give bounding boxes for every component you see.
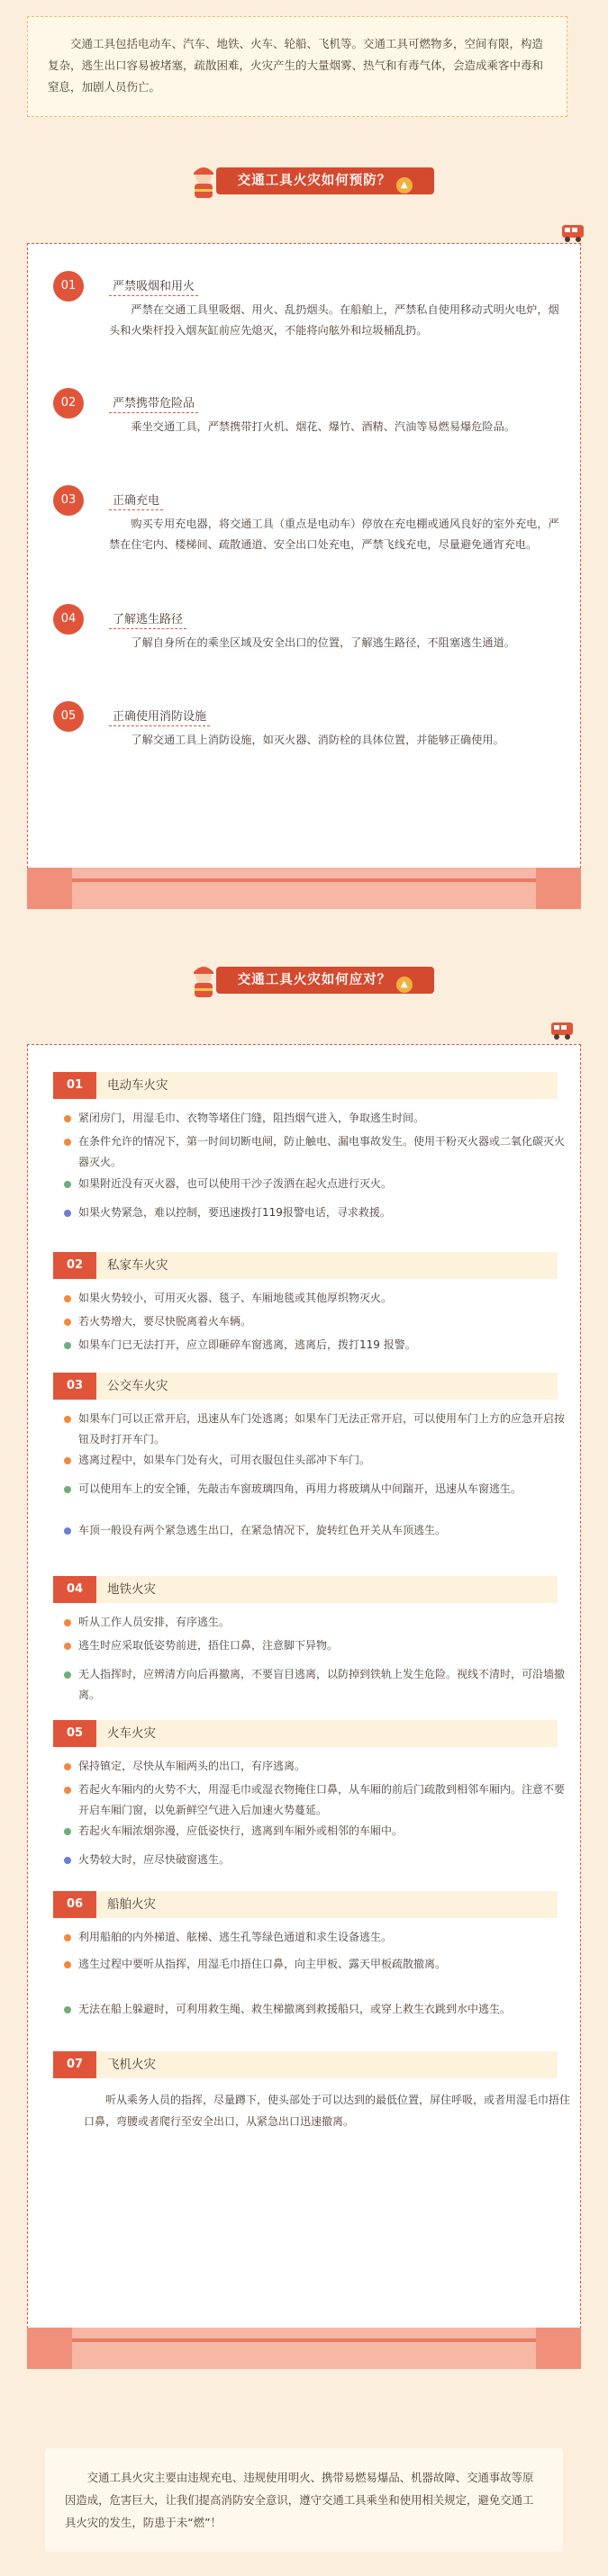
outro-box	[45, 2448, 563, 2552]
item-body: 购买专用充电器，将交通工具（重点是电动车）停放在充电棚或通风良好的室外充电，严禁在住宅内、楼梯间、疏散通道、安全出口处充电，严禁飞线充电，尽量避免通宵充电。	[109, 518, 559, 551]
bullet-text: 如果车门已无法打开，应立即砸碎车窗逃离，逃离后，拨打119 报警。	[78, 1338, 416, 1351]
bullet-text: 听从工作人员安排，有序逃生。	[78, 1616, 231, 1628]
bullet-item	[64, 1108, 568, 1129]
prevention-item	[53, 604, 558, 685]
bullet-dot-icon	[64, 1671, 71, 1679]
item-heading: 正确使用消防设施	[109, 707, 210, 726]
category-number: 06	[53, 1891, 96, 1918]
bullet-item	[64, 1850, 568, 1870]
card-footer-decoration	[27, 2328, 581, 2369]
bullet-item	[64, 1635, 568, 1656]
bullet-text: 逃离过程中，如果车门处有火，可用衣服包住头部冲下车门。	[78, 1454, 371, 1466]
item-body: 了解自身所在的乘坐区域及安全出口的位置，了解逃生路径，不阻塞逃生通道。	[131, 636, 515, 649]
bullet-item	[64, 1927, 568, 1948]
item-number: 05	[53, 701, 84, 732]
bullet-dot-icon	[64, 1787, 71, 1794]
item-heading: 了解逃生路径	[109, 609, 186, 629]
bullet-item	[64, 1174, 568, 1194]
section2-header	[0, 961, 608, 997]
bullet-item	[64, 1779, 568, 1821]
response-card	[27, 1044, 581, 2351]
bullet-dot-icon	[64, 1934, 71, 1941]
category-header	[53, 1576, 558, 1603]
card-footer-decoration	[27, 868, 581, 909]
bullet-dot-icon	[64, 1416, 71, 1423]
bullet-item	[64, 1479, 568, 1500]
bullet-text: 如果车门可以正常开启，迅速从车门处逃离；如果车门无法正常开启，可以使用车门上方的应急开启按钮及时打开车门。	[78, 1412, 566, 1446]
category-label: 公交车火灾	[107, 1379, 168, 1393]
bullet-item	[64, 1202, 568, 1223]
bullet-text: 无法在船上躲避时，可利用救生绳、救生梯撤离到救援船只，或穿上救生衣跳到水中逃生。	[78, 2003, 512, 2015]
bullet-dot-icon	[64, 1210, 71, 1217]
bullet-dot-icon	[64, 1527, 71, 1535]
bullet-text: 如果附近没有灭火器，也可以使用干沙子泼洒在起火点进行灭火。	[78, 1177, 393, 1190]
category-number: 05	[53, 1720, 96, 1747]
item-body: 严禁在交通工具里吸烟、用火、乱扔烟头。在船舶上，严禁私自使用移动式明火电炉，烟头和火柴杆投入烟灰缸前应先熄灭，不能将向舷外和垃圾桶乱扔。	[109, 303, 559, 337]
bullet-text: 如果火势较小，可用灭火器、毯子、车厢地毯或其他厚织物灭火。	[78, 1292, 393, 1304]
bullet-item	[64, 1288, 568, 1309]
bullet-dot-icon	[64, 1763, 71, 1770]
bullet-item	[64, 1999, 568, 2020]
section2-title: 交通工具火灾如何应对？ ▲	[216, 967, 434, 994]
bullet-text: 无人指挥时，应辨清方向后再撤离，不要盲目逃离，以防掉到铁轨上发生危险。视线不清时，可沿墙撤离。	[78, 1668, 566, 1701]
item-body: 了解交通工具上消防设施，如灭火器、消防栓的具体位置，并能够正确使用。	[131, 734, 504, 746]
category-number: 04	[53, 1576, 96, 1603]
bullet-item	[64, 1131, 568, 1173]
bullet-item	[64, 1821, 568, 1842]
category-label: 电动车火灾	[107, 1078, 168, 1093]
bullet-text: 车顶一般设有两个紧急逃生出口，在紧急情况下，旋转红色开关从车顶逃生。	[78, 1524, 447, 1536]
bullet-text: 逃生时应采取低姿势前进，捂住口鼻，注意脚下异物。	[78, 1639, 339, 1652]
bullet-text: 在条件允许的情况下，第一时间切断电闸，防止触电、漏电事故发生。使用干粉灭火器或二氧化碳灭火器灭火。	[78, 1135, 566, 1168]
bullet-item	[64, 1311, 568, 1332]
firefighter-mascot-icon	[187, 961, 220, 999]
bullet-text: 紧闭房门，用湿毛巾、衣物等堵住门缝，阻挡烟气进入，争取逃生时间。	[78, 1112, 425, 1124]
category-header	[53, 2051, 558, 2078]
bullet-dot-icon	[64, 1181, 71, 1188]
bullet-item	[64, 1664, 568, 1706]
flame-icon: ▲	[396, 977, 413, 993]
bullet-dot-icon	[64, 1961, 71, 1968]
prevention-item	[53, 485, 558, 593]
bullet-dot-icon	[64, 1139, 71, 1146]
bullet-text: 若起火车厢内的火势不大，用湿毛巾或湿衣物掩住口鼻，从车厢的前后门疏散到相邻车厢内。注意不要开启车厢门窗，以免新鲜空气进入后加速火势蔓延。	[78, 1783, 566, 1816]
bullet-item	[64, 1520, 568, 1541]
bullet-text: 保持镇定，尽快从车厢两头的出口，有序逃离。	[78, 1760, 306, 1772]
bullet-dot-icon	[64, 1643, 71, 1650]
category-label: 地铁火灾	[107, 1582, 156, 1597]
outro-text: 交通工具火灾主要由违规充电、违规使用明火、携带易燃易爆品、机器故障、交通事故等原因造成，危害巨大，让我们提高消防安全意识，遵守交通工具乘坐和使用相关规定，避免交通工具火灾的发生，防患于未“燃”！	[65, 2471, 534, 2529]
bullet-text: 火势较大时，应尽快破窗逃生。	[78, 1853, 231, 1866]
bullet-text: 可以使用车上的安全锤，先敲击车窗玻璃四角，再用力将玻璃从中间踹开，迅速从车窗逃生。	[78, 1482, 522, 1495]
bullet-dot-icon	[64, 1828, 71, 1835]
bullet-text: 若火势增大，要尽快脱离着火车辆。	[78, 1315, 252, 1328]
category-label: 私家车火灾	[107, 1258, 168, 1273]
category-label: 船舶火灾	[107, 1897, 156, 1912]
category-label: 火车火灾	[107, 1726, 156, 1741]
bullet-dot-icon	[64, 1486, 71, 1493]
prevention-item	[53, 701, 558, 791]
item-number: 01	[53, 271, 84, 302]
category-header	[53, 1720, 558, 1747]
bullet-item	[64, 1612, 568, 1633]
bullet-dot-icon	[64, 1342, 71, 1349]
fire-truck-icon	[560, 221, 585, 243]
bullet-item	[64, 1409, 568, 1450]
category-label: 飞机火灾	[107, 2058, 156, 2072]
category-header	[53, 1072, 558, 1099]
bullet-text: 若起火车厢浓烟弥漫，应低姿快行，逃离到车厢外或相邻的车厢中。	[78, 1824, 404, 1837]
category-number: 01	[53, 1072, 96, 1099]
category-paragraph: 听从乘务人员的指挥，尽量蹲下，使头部处于可以达到的最低位置，屏住呼吸，或者用湿毛巾捂住口鼻，弯腰或者爬行至安全出口，从紧急出口迅速撤离。	[84, 2094, 571, 2128]
item-body: 乘坐交通工具，严禁携带打火机、烟花、爆竹、酒精、汽油等易燃易爆危险品。	[131, 420, 515, 433]
section1-header	[0, 162, 608, 198]
bullet-item	[64, 1756, 568, 1777]
flame-icon: ▲	[396, 177, 413, 194]
item-heading: 正确充电	[109, 491, 163, 510]
bullet-text: 如果火势紧急，难以控制，要迅速拨打119报警电话，寻求救援。	[78, 1206, 391, 1219]
bullet-dot-icon	[64, 1295, 71, 1302]
category-header	[53, 1252, 558, 1279]
bullet-text: 利用船舶的内外梯道、舷梯、逃生孔等绿色通道和求生设备逃生。	[78, 1931, 393, 1943]
item-heading: 严禁携带危险品	[109, 393, 198, 413]
category-number: 03	[53, 1373, 96, 1400]
item-heading: 严禁吸烟和用火	[109, 276, 198, 296]
category-header	[53, 1373, 558, 1400]
prevention-item	[53, 388, 558, 469]
prevention-card	[27, 243, 581, 909]
category-number: 07	[53, 2051, 96, 2078]
firefighter-mascot-icon	[187, 162, 220, 200]
category-number: 02	[53, 1252, 96, 1279]
bullet-item	[64, 1335, 568, 1356]
bullet-dot-icon	[64, 1115, 71, 1122]
bullet-text: 逃生过程中要听从指挥，用湿毛巾捂住口鼻，向主甲板、露天甲板疏散撤离。	[78, 1958, 447, 1970]
bullet-dot-icon	[64, 1457, 71, 1464]
item-number: 03	[53, 485, 84, 516]
intro-text: 交通工具包括电动车、汽车、地铁、火车、轮船、飞机等。交通工具可燃物多，空间有限，构造复杂，逃生出口容易被堵塞，疏散困难，火灾产生的大量烟雾、热气和有毒气体，会造成乘客中毒和窒息，加剧人员伤亡。	[48, 37, 544, 94]
bullet-dot-icon	[64, 2006, 71, 2013]
bullet-dot-icon	[64, 1857, 71, 1864]
intro-box	[27, 16, 567, 117]
bullet-item	[64, 1954, 568, 1975]
section1-title: 交通工具火灾如何预防？ ▲	[216, 167, 434, 194]
item-number: 04	[53, 604, 84, 635]
bullet-dot-icon	[64, 1319, 71, 1326]
category-header	[53, 1891, 558, 1918]
prevention-item	[53, 271, 558, 379]
fire-truck-icon	[549, 1019, 575, 1040]
item-number: 02	[53, 388, 84, 419]
bullet-dot-icon	[64, 1619, 71, 1626]
bullet-item	[64, 1450, 568, 1471]
